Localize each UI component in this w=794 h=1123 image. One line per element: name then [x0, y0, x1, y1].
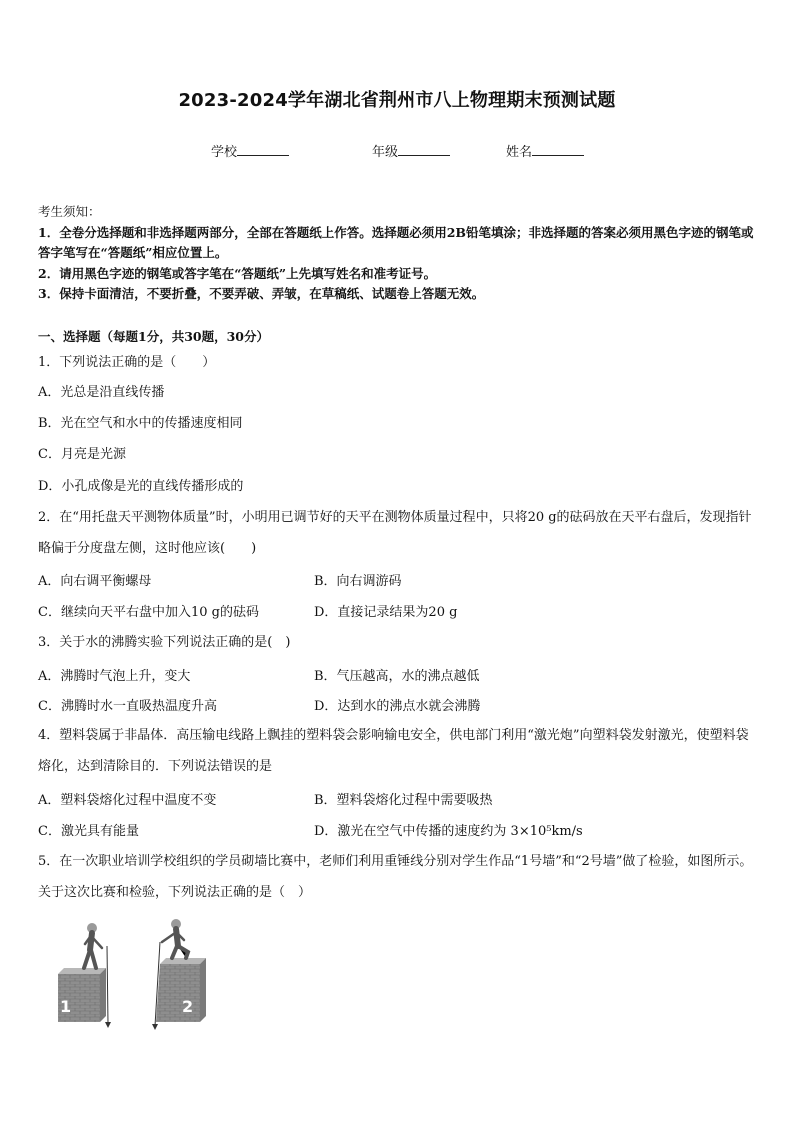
question-2-option-d: D．直接记录结果为20 g	[314, 605, 458, 620]
question-2-option-c: C．继续向天平右盘中加入10 g的砝码	[38, 605, 259, 620]
grade-field	[372, 141, 450, 160]
question-3-option-a: A．沸腾时气泡上升，变大	[38, 669, 191, 684]
wall-plumb-line-figure	[50, 912, 210, 1030]
question-2-option-a: A．向右调平衡螺母	[38, 574, 152, 589]
notice-item: 1．全卷分选择题和非选择题两部分，全部在答题纸上作答。选择题必须用2B铅笔填涂；非选择题的答案必须用黑色字迹的钢笔或答字笔写在“答题纸”相应位置上。	[38, 224, 754, 260]
worker-1	[84, 923, 102, 968]
wall-2	[156, 958, 206, 1022]
wall-1	[58, 968, 106, 1022]
question-1-option-a: A．光总是沿直线传播	[38, 385, 165, 400]
question-4-option-b: B．塑料袋熔化过程中需要吸热	[314, 793, 493, 808]
document-title: 2023-2024学年湖北省荆州市八上物理期末预测试题	[178, 90, 616, 111]
section-heading: 一、选择题（每题1分，共30题，30分）	[38, 329, 269, 344]
wall-figure-svg	[50, 912, 210, 1030]
wall-1-label: 1	[60, 997, 72, 1016]
question-3-option-d: D．达到水的沸点水就会沸腾	[314, 699, 481, 714]
school-field	[211, 141, 289, 160]
question-1-option-c: C．月亮是光源	[38, 447, 126, 462]
name-field	[506, 141, 584, 160]
question-4-stem: 4．塑料袋属于非晶体．高压输电线路上飘挂的塑料袋会影响输电安全，供电部门利用“激光炮”向塑料袋发射激光，使塑料袋熔化，达到清除目的．下列说法错误的是	[38, 728, 749, 774]
notice-item: 3．保持卡面清洁，不要折叠，不要弄破、弄皱，在草稿纸、试题卷上答题无效。	[38, 286, 485, 301]
plumb-line-1	[107, 946, 108, 1024]
question-1-option-b: B．光在空气和水中的传播速度相同	[38, 416, 243, 431]
wall-2-label: 2	[182, 997, 194, 1016]
name-blank[interactable]	[532, 143, 584, 156]
question-4-option-c: C．激光具有能量	[38, 824, 139, 839]
question-2-option-b: B．向右调游码	[314, 574, 402, 589]
grade-label: 年级	[372, 145, 399, 160]
question-1-option-d: D．小孔成像是光的直线传播形成的	[38, 479, 244, 494]
exam-notice	[38, 202, 760, 305]
plumb-bob-1	[105, 1022, 111, 1028]
question-2-stem: 2．在“用托盘天平测物体质量”时，小明用已调节好的天平在测物体质量过程中，只将20 g的砝码放在天平右盘后，发现指针略偏于分度盘左侧，这时他应该( )	[38, 510, 752, 556]
question-1-stem: 1．下列说法正确的是（ ）	[38, 355, 216, 370]
school-blank[interactable]	[237, 143, 289, 156]
question-3-option-c: C．沸腾时水一直吸热温度升高	[38, 699, 217, 714]
question-4-option-d: D．激光在空气中传播的速度约为 3×10⁵km/s	[314, 824, 583, 839]
question-3-stem: 3．关于水的沸腾实验下列说法正确的是( )	[38, 635, 291, 650]
notice-heading: 考生须知：	[38, 204, 101, 219]
question-3-option-b: B．气压越高，水的沸点越低	[314, 669, 480, 684]
question-4-option-a: A．塑料袋熔化过程中温度不变	[38, 793, 217, 808]
plumb-bob-2	[152, 1024, 158, 1030]
worker-2	[162, 919, 188, 958]
school-label: 学校	[211, 145, 238, 160]
question-5-stem: 5．在一次职业培训学校组织的学员砌墙比赛中，老师们利用重锤线分别对学生作品“1号墙”和“2号墙”做了检验，如图所示。关于这次比赛和检验，下列说法正确的是（ ）	[38, 854, 753, 900]
notice-item: 2．请用黑色字迹的钢笔或答字笔在“答题纸”上先填写姓名和准考证号。	[38, 265, 437, 281]
grade-blank[interactable]	[398, 143, 450, 156]
name-label: 姓名	[506, 145, 533, 160]
